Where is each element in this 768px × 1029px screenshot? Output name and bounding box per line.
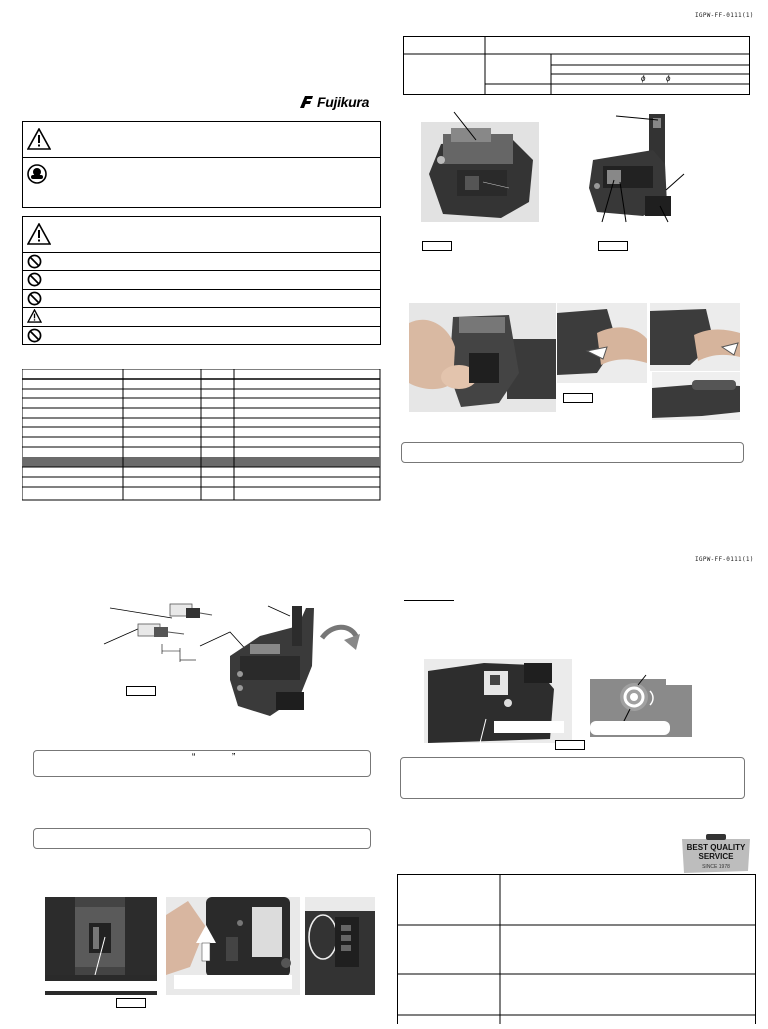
blade-photo-1: [45, 897, 157, 995]
service-table: [397, 874, 756, 1024]
hand-cleaver-photo-drawing: [409, 303, 556, 412]
photo-label-2: [174, 975, 292, 989]
warning-triangle-icon: [27, 223, 51, 245]
best-quality-service-badge: [680, 833, 752, 875]
photo-label-1: [45, 981, 157, 991]
fujikura-logo-icon: [298, 94, 314, 110]
doc-number-mid: [695, 556, 754, 563]
logo-text: Fujikura: [317, 94, 370, 110]
badge-line-1: BEST QUALITY: [686, 843, 746, 852]
doc-number-top: [695, 12, 754, 19]
eye-protection-icon: [27, 164, 47, 184]
lever-photo-1: [557, 303, 647, 383]
prohibited-icon: [27, 254, 42, 269]
section-heading-underline: [404, 600, 454, 601]
prohibited-icon: [27, 291, 42, 306]
phi-symbol-1: ϕ: [641, 74, 646, 83]
lever-photo-2-drawing: [650, 303, 740, 371]
spec-table: [403, 36, 750, 95]
doc-number-mid-suffix: (1): [741, 556, 754, 563]
blade-dial-photo-drawing: [590, 669, 692, 737]
blade-dial-photo: [590, 669, 692, 737]
parts-table: [22, 369, 381, 501]
warning-triangle-icon: [27, 128, 51, 150]
warning-triangle-icon: [27, 309, 42, 323]
callout-line: [452, 110, 482, 142]
cleaver-assembly-drawing: [100, 596, 360, 722]
parts-table-grid: [22, 369, 381, 501]
figure-tag: [555, 740, 585, 750]
fujikura-logo: [298, 94, 369, 110]
lever-photo-3: [652, 372, 740, 420]
danger-box: [22, 121, 381, 208]
lever-photo-1-drawing: [557, 303, 647, 383]
note-box-1: [33, 750, 371, 777]
figure-tag: [563, 393, 593, 403]
note-box-4: [400, 757, 745, 799]
phi-symbol-2: ϕ: [666, 74, 671, 83]
figure-tag: [598, 241, 628, 251]
figure-tag: [116, 998, 146, 1008]
blade-photo-3: [305, 897, 375, 995]
blade-photo-3-drawing: [305, 897, 375, 995]
doc-number-mid-text: IGPW-FF-0111: [695, 556, 742, 563]
lever-photo-2: [650, 303, 740, 371]
lever-photo-3-drawing: [652, 372, 740, 420]
figure-tag: [126, 686, 156, 696]
blade-photo-2: [166, 897, 300, 995]
figure-tag: [422, 241, 452, 251]
badge-line-2: SERVICE: [698, 852, 734, 861]
note-box-3: [401, 442, 744, 463]
prohibited-icon: [27, 272, 42, 287]
prohibited-icon: [27, 328, 42, 343]
badge-line-3: SINCE 1978: [702, 864, 730, 870]
quote-close: ”: [232, 752, 236, 763]
doc-number-top-suffix: (1): [741, 12, 754, 19]
note-box-2: [33, 828, 371, 849]
cleaver-assembly-illustration: [100, 596, 360, 722]
photo-label-3: [494, 721, 564, 733]
blade-rotation-photo: [424, 659, 572, 743]
doc-number-top-text: IGPW-FF-0111: [695, 12, 742, 19]
warning-box: [22, 216, 381, 345]
callout-lines: [598, 110, 688, 226]
quote-open: “: [192, 752, 196, 763]
hand-cleaver-photo: [409, 303, 556, 412]
service-table-grid: [397, 874, 756, 1024]
spec-table-grid: [403, 36, 750, 95]
